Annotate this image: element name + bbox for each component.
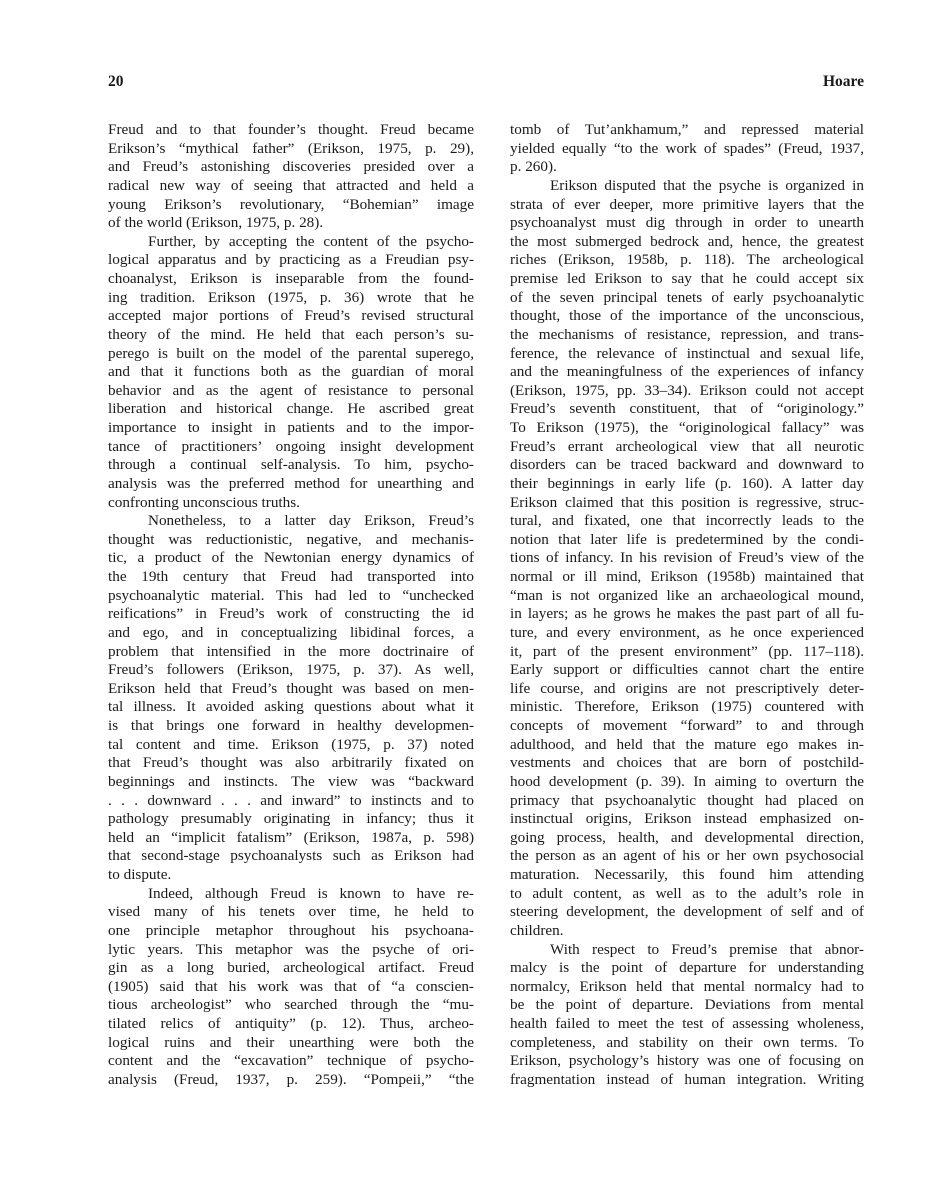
text-line: concepts of movement “forward” to and through [510, 717, 864, 734]
text-line: radical new way of seeing that attracted and held a [108, 176, 474, 194]
text-line: Erikson claimed that this position is regressive, struc- [510, 493, 864, 511]
text-line: ministic. Therefore, Erikson (1975) countered with [510, 698, 864, 716]
text-column-left [108, 121, 474, 1090]
text-line: is that brings one forward in healthy developmen- [108, 717, 474, 734]
text-line: be the point of departure. Deviations from mental [510, 996, 864, 1014]
text-line: of the seven principal tenets of early psychoanalytic [510, 288, 864, 306]
text-line: tic, a product of the Newtonian energy dynamics of [108, 549, 474, 567]
text-line: beginnings and instincts. The view was “backward [108, 772, 474, 790]
text-line: thought, those of the importance of the unconscious, [510, 307, 864, 325]
text-line: vestments and choices that are born of postchild- [510, 754, 864, 772]
text-line: . . . downward . . . and inward” to instincts and to [108, 791, 474, 809]
text-line: normalcy, Erikson held that mental normalcy had to [510, 977, 864, 995]
text-line: behavior and as the agent of resistance to personal [108, 381, 474, 399]
text-line: With respect to Freud’s premise that abnor- [550, 940, 864, 958]
paragraph [510, 177, 864, 941]
text-line: Nonetheless, to a latter day Erikson, Freud’s [148, 512, 474, 530]
text-line: life course, and origins are not prescriptively deter- [510, 679, 864, 697]
text-line: and the meaningfulness of the experiences of infancy [510, 363, 864, 381]
text-line: perego is built on the model of the parental superego, [108, 344, 474, 362]
text-line: Freud and to that founder’s thought. Freud became [108, 121, 474, 138]
text-line: choanalyst, Erikson is inseparable from the found- [108, 270, 474, 287]
text-line: the 19th century that Freud had transported into [108, 568, 474, 585]
text-line: disorders can be traced backward and downward to [510, 456, 864, 474]
text-line: tal content and time. Erikson (1975, p. 37) noted [108, 735, 474, 753]
page-number: 20 [108, 73, 124, 90]
text-line: their beginnings in early life (p. 160). A latter day [510, 474, 864, 492]
text-line: p. 260). [510, 158, 557, 176]
text-line: Freud’s followers (Erikson, 1975, p. 37). As well, [108, 661, 474, 679]
text-line: Erikson disputed that the psyche is organized in [550, 176, 864, 194]
text-line: Erikson, psychology’s history was one of focusing on [510, 1052, 864, 1070]
text-line: riches (Erikson, 1958b, p. 118). The archeological [510, 251, 864, 269]
text-line: normal or ill mind, Erikson (1958b) maintained that [510, 568, 864, 585]
text-line: logical ruins and their unearthing were both the [108, 1033, 474, 1051]
text-line: maturation. Necessarily, this found him attending [510, 866, 864, 883]
text-line: Freud’s errant archeological view that all neurotic [510, 437, 864, 455]
paragraph [510, 121, 864, 177]
text-line: notion that later life is predetermined by the condi- [510, 530, 864, 548]
text-line: “man is not organized like an archaeological mound, [510, 586, 864, 604]
text-line: hood development (p. 39). In aiming to overturn the [510, 772, 864, 790]
text-line: tance of practitioners’ ongoing insight development [108, 437, 474, 455]
text-line: Further, by accepting the content of the psycho- [148, 232, 474, 250]
text-line: that second-stage psychoanalysts such as Erikson had [108, 847, 474, 865]
text-line: going process, health, and developmental direction, [510, 828, 864, 846]
text-line: reifications” in Freud’s work of constructing the id [108, 605, 474, 623]
text-line: the mechanisms of resistance, repression, and trans- [510, 325, 864, 343]
text-line: thought was reductionistic, negative, and mechanis- [108, 530, 474, 548]
text-line: and that it functions both as the guardian of moral [108, 363, 474, 381]
text-line: importance to insight in patients and to the impor- [108, 419, 474, 436]
text-line: analysis was the preferred method for unearthing and [108, 474, 474, 492]
text-line: psychoanalyst must dig through in order to unearth [510, 214, 864, 232]
text-line: to dispute. [108, 866, 172, 883]
text-line: malcy is the point of departure for understanding [510, 959, 864, 977]
text-line: the person as an agent of his or her own psychosocial [510, 847, 864, 865]
text-line: Erikson’s “mythical father” (Erikson, 1975, p. 29), [108, 139, 474, 157]
text-line: to adult content, as well as to the adult’s role in [510, 884, 864, 902]
text-line: liberation and historical change. He ascribed great [108, 400, 474, 418]
text-line: Freud’s seventh constituent, that of “originology.” [510, 400, 864, 418]
text-line: adulthood, and held that the mature ego makes in- [510, 735, 864, 753]
paragraph [108, 233, 474, 512]
text-line: pathology presumably originating in infancy; thus it [108, 810, 474, 828]
text-line: premise led Erikson to say that he could accept six [510, 270, 864, 287]
text-line: Indeed, although Freud is known to have re- [148, 884, 474, 902]
text-line: health failed to meet the test of assessing wholeness, [510, 1015, 864, 1032]
text-line: accepted major portions of Freud’s revised structural [108, 307, 474, 325]
text-line: that Freud’s thought was also arbitrarily fixated on [108, 754, 474, 772]
running-head: Hoare [822, 73, 864, 90]
text-line: (Erikson, 1975, pp. 33–34). Erikson could not accept [510, 381, 864, 399]
paragraph [108, 885, 474, 1090]
text-line: one principle metaphor throughout his psychoana- [108, 921, 474, 939]
text-line: and ego, and in conceptualizing libidinal forces, a [108, 623, 474, 641]
text-line: fragmentation instead of human integration. Writing [510, 1070, 864, 1088]
text-line: tomb of Tut’ankhamum,” and repressed material [510, 121, 864, 138]
text-line: completeness, and stability on their own terms. To [510, 1033, 864, 1051]
text-line: gin as a long buried, archeological artifact. Freud [108, 959, 474, 977]
text-line: yielded equally “to the work of spades” (Freud, 1937, [510, 139, 864, 157]
text-line: confronting unconscious truths. [108, 493, 300, 511]
text-line: strata of ever deeper, more primitive layers that the [510, 195, 864, 213]
text-line: lytic years. This metaphor was the psyche of ori- [108, 940, 474, 958]
text-line: problem that intensified in the more doctrinaire of [108, 642, 474, 660]
text-line: tal illness. It avoided asking questions about what it [108, 698, 474, 716]
text-line: ture, and every environment, as he once experienced [510, 623, 864, 641]
text-line: held an “implicit fatalism” (Erikson, 1987a, p. 598) [108, 828, 474, 846]
text-line: analysis (Freud, 1937, p. 259). “Pompeii,” “the [108, 1070, 474, 1088]
text-line: children. [510, 921, 564, 939]
text-line: theory of the mind. He held that each person’s su- [108, 325, 474, 343]
text-line: instinctual origins, Erikson instead emphasized on- [510, 810, 864, 828]
text-line: tilated relics of antiquity” (p. 12). Thus, archeo- [108, 1015, 474, 1032]
text-line: ference, the relevance of instinctual and sexual life, [510, 344, 864, 362]
text-line: through a continual self-analysis. To him, psycho- [108, 456, 474, 474]
text-line: content and the “excavation” technique of psycho- [108, 1052, 474, 1070]
text-line: of the world (Erikson, 1975, p. 28). [108, 214, 324, 232]
paragraph [510, 941, 864, 1090]
text-line: To Erikson (1975), the “originological fallacy” was [510, 419, 864, 436]
text-line: ing tradition. Erikson (1975, p. 36) wrote that he [108, 288, 474, 306]
text-line: (1905) said that his work was that of “a conscien- [108, 977, 474, 995]
text-line: tural, and fixated, one that incorrectly leads to the [510, 512, 864, 530]
text-line: and Freud’s astonishing discoveries presided over a [108, 158, 474, 176]
text-line: logical apparatus and by practicing as a Freudian psy- [108, 251, 474, 269]
paragraph [108, 121, 474, 233]
text-line: the most submerged bedrock and, hence, the greatest [510, 232, 864, 250]
text-line: vised many of his tenets over time, he held to [108, 903, 474, 921]
text-line: in layers; as he grows he makes the past part of all fu- [510, 605, 864, 623]
text-line: psychoanalytic material. This had led to “unchecked [108, 586, 474, 604]
text-line: young Erikson’s revolutionary, “Bohemian” image [108, 195, 474, 213]
text-line: it, part of the present environment” (pp. 117–118). [510, 642, 864, 660]
text-column-right [510, 121, 864, 1090]
text-line: tious archeologist” who searched through the “mu- [108, 996, 474, 1014]
text-line: Early support or difficulties cannot chart the entire [510, 661, 864, 679]
text-line: steering development, the development of self and of [510, 903, 864, 921]
text-line: tions of infancy. In his revision of Freud’s view of the [510, 549, 864, 567]
paragraph [108, 512, 474, 885]
text-line: Erikson held that Freud’s thought was based on men- [108, 679, 474, 697]
text-line: primacy that psychoanalytic thought had placed on [510, 791, 864, 809]
